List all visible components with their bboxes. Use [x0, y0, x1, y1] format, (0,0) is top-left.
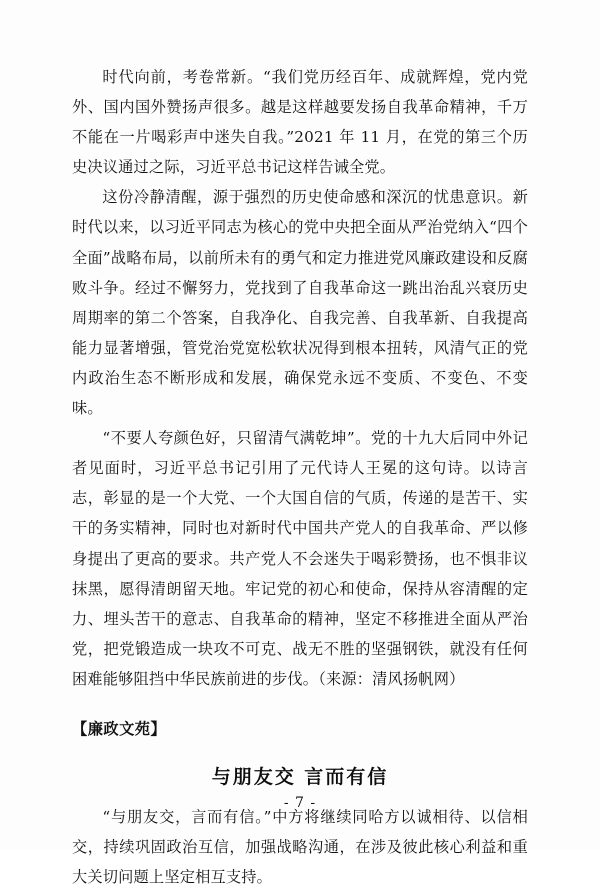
paragraph: “与朋友交，言而有信。”中方将继续同哈方以诚相待、以信相交，持续巩固政治互信，加强战略沟通，在涉及彼此核心利益和重大关切问题上坚定相互支持。	[72, 808, 528, 887]
article-title: 与朋友交 言而有信	[211, 766, 389, 789]
paragraph: 时代向前，考卷常新。“我们党历经百年、成就辉煌，党内党外、国内国外赞扬声很多。越是这样越要发扬自我革命精神，千万不能在一片喝彩声中迷失自我。”2021 年 11 月，在党的第三个历史决议通过之际，习近平总书记这样告诫全党。	[72, 68, 528, 177]
section-label: 【廉政文苑】	[72, 719, 167, 738]
article-body-top	[72, 62, 528, 694]
paragraph: “不要人夸颜色好，只留清气满乾坤”。党的十九大后同中外记者见面时，习近平总书记引用了元代诗人王冕的这句诗。以诗言志，彰显的是一个大党、一个大国自信的气质，传递的是苦干、实干的务实精神，同时也对新时代中国共产党人的自我革命、严以修身提出了更高的要求。共产党人不会迷失于喝彩赞扬，也不惧非议抹黑，愿得清朗留天地。牢记党的初心和使命，保持从容清醒的定力、埋头苦干的意志、自我革命的精神，坚定不移推进全面从严治党，把党锻造成一块攻不可克、战无不胜的坚强钢铁，就没有任何困难能够阻挡中华民族前进的步伐。（来源：清风扬帆网）	[72, 429, 528, 688]
article-body-bottom	[72, 802, 528, 892]
paragraph: 这份冷静清醒，源于强烈的历史使命感和深沉的忧患意识。新时代以来，以习近平同志为核心的党中央把全面从严治党纳入“四个全面”战略布局，以前所未有的勇气和定力推进党风廉政建设和反腐败斗争。经过不懈努力，党找到了自我革命这一跳出治乱兴衰历史周期率的第二个答案，自我净化、自我完善、自我革新、自我提高能力显著增强，管党治党宽松软状况得到根本扭转，风清气正的党内政治生态不断形成和发展，确保党永远不变质、不变色、不变味。	[72, 188, 528, 418]
page-number: - 7 -	[283, 795, 317, 811]
